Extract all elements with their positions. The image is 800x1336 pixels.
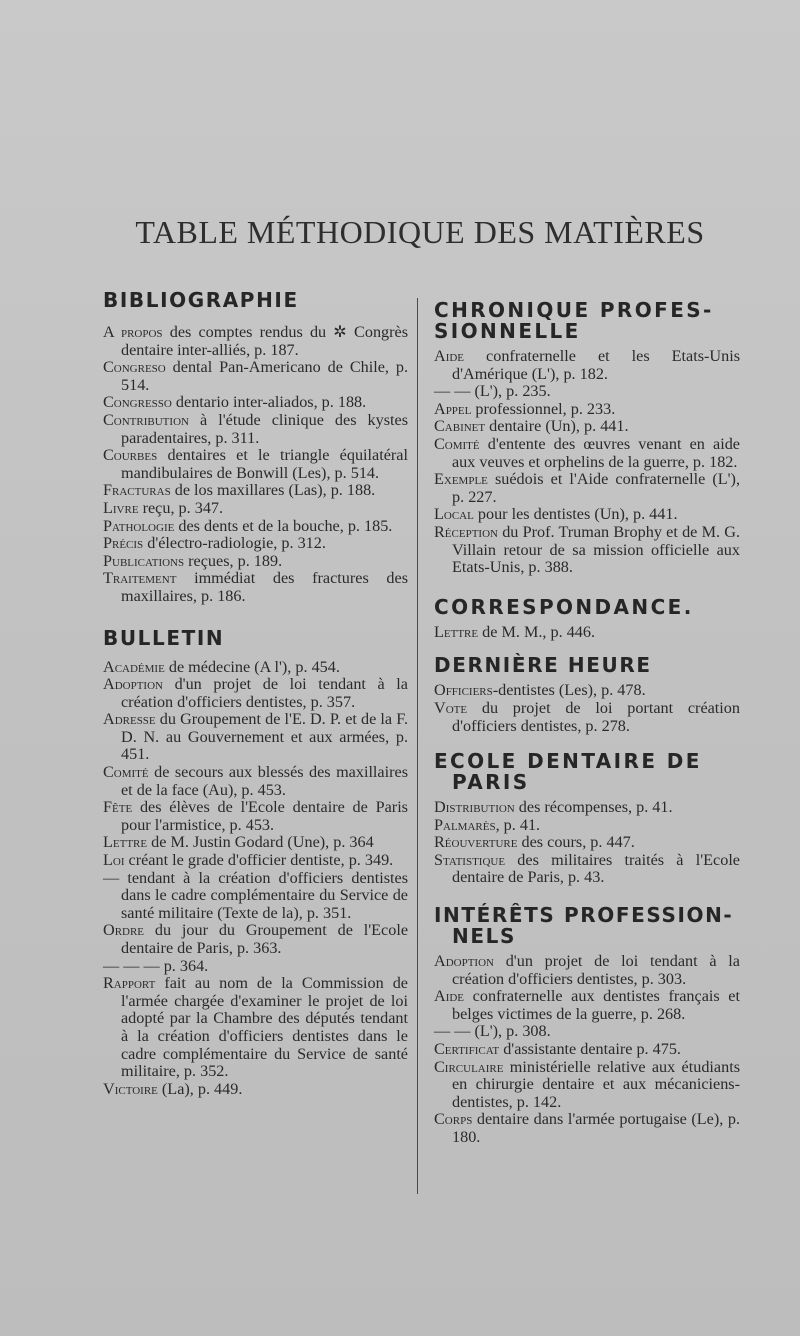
index-entry: Académie de médecine (A l'), p. 454. (103, 657, 340, 676)
index-entry: Pathologie des dents et de la bouche, p. 185. (103, 516, 393, 535)
index-entry: Certificat d'assistante dentaire p. 475. (434, 1040, 681, 1059)
index-entry: Local pour les dentistes (Un), p. 441. (434, 505, 678, 524)
index-entry: Livre reçu, p. 347. (103, 498, 224, 517)
index-entry: Publications reçues, p. 189. (103, 551, 283, 570)
section-heading: DERNIÈRE HEURE (434, 653, 652, 678)
column-divider (417, 298, 418, 1194)
section-correspondance (434, 594, 740, 642)
index-entry: Officiers-dentistes (Les), p. 478. (434, 681, 646, 700)
index-entry: Fracturas de los maxillares (Las), p. 188. (103, 481, 376, 500)
index-entry: Victoire (La), p. 449. (103, 1079, 243, 1098)
index-entry: Réception du Prof. Truman Brophy et de M. G. Villain retour de sa mission officielle aux Etats-Unis, p. 388. (434, 522, 740, 577)
index-entry: — — (L'), p. 308. (434, 1022, 551, 1041)
section-bibliographie (103, 290, 408, 606)
index-entry: Rapport fait au nom de la Commission de l'armée chargée d'examiner le projet de loi adopté par la Chambre des députés tendant à la création d'officiers dentistes dans le cadre complémentaire du Service de santé militaire, p. 352. (103, 974, 408, 1081)
index-entry: Lettre de M. Justin Godard (Une), p. 364 (103, 833, 374, 852)
index-entry: Exemple suédois et l'Aide confraternelle (L'), p. 227. (434, 470, 740, 506)
index-entry: — tendant à la création d'officiers dentistes dans le cadre complémentaire du Service de santé militaire (Texte de la), p. 351. (103, 868, 408, 922)
index-entry: Ordre du jour du Groupement de l'Ecole dentaire de Paris, p. 363. (103, 921, 408, 957)
index-entry: Traitement immédiat des fractures des maxillaires, p. 186. (103, 569, 408, 605)
index-entry: Vote du projet de loi portant création d'officiers dentistes, p. 278. (434, 698, 740, 735)
entry-list (434, 348, 740, 577)
section-interets-professionnels (434, 905, 740, 1147)
entry-list (103, 324, 408, 606)
section-heading: INTÉRÊTS PROFESSION- NELS (434, 903, 734, 949)
section-heading: BULLETIN (103, 625, 225, 650)
entry-list (434, 682, 740, 735)
section-heading: BIBLIOGRAPHIE (103, 288, 299, 312)
index-entry: Réouverture des cours, p. 447. (434, 833, 635, 852)
index-entry: Circulaire ministérielle relative aux étudiants en chirurgie dentaire et aux mécaniciens-dentistes, p. 142. (434, 1057, 740, 1111)
index-entry: Aide confraternelle aux dentistes français et belges victimes de la guerre, p. 268. (434, 987, 740, 1023)
index-entry: Contribution à l'étude clinique des kystes paradentaires, p. 311. (103, 410, 408, 447)
index-entry: Adoption d'un projet de loi tendant à la création d'officiers dentistes, p. 357. (103, 675, 408, 711)
index-entry: Courbes dentaires et le triangle équilatéral mandibulaires de Bonwill (Les), p. 514. (103, 446, 408, 482)
index-entry: Congresso dentario inter-aliados, p. 188. (103, 393, 367, 412)
index-entry: Adresse du Groupement de l'E. D. P. et de la F. D. N. au Gouvernement et aux armées, p. 451. (103, 710, 408, 764)
index-entry: Loi créant le grade d'officier dentiste, p. 349. (103, 851, 394, 870)
page-title: TABLE MÉTHODIQUE DES MATIÈRES (135, 214, 705, 250)
section-chronique-professionnelle (434, 300, 740, 577)
index-entry: Fête des élèves de l'Ecole dentaire de Paris pour l'armistice, p. 453. (103, 798, 408, 834)
section-heading: ECOLE DENTAIRE DE PARIS (434, 749, 702, 795)
index-entry: Congreso dental Pan-Americano de Chile, p. 514. (103, 358, 408, 394)
index-entry: Distribution des récompenses, p. 41. (434, 798, 673, 817)
section-heading: CHRONIQUE PROFES- SIONNELLE (434, 298, 714, 343)
left-column (103, 290, 408, 1098)
entry-list (434, 799, 740, 887)
index-entry: Lettre de M. M., p. 446. (434, 622, 596, 641)
section-bulletin (103, 625, 408, 1099)
index-entry: Comité d'entente des œuvres venant en aide aux veuves et orphelins de la guerre, p. 182. (434, 434, 740, 471)
index-entry: Corps dentaire dans l'armée portugaise (Le), p. 180. (434, 1110, 740, 1146)
entry-list (434, 953, 740, 1147)
index-entry: Adoption d'un projet de loi tendant à la création d'officiers dentistes, p. 303. (434, 952, 740, 988)
right-column (434, 290, 740, 1147)
entry-list (434, 624, 740, 642)
index-entry: Précis d'électro-radiologie, p. 312. (103, 534, 326, 553)
entry-list (103, 659, 408, 1099)
index-entry: — — — p. 364. (103, 956, 209, 975)
index-entry: Appel professionnel, p. 233. (434, 399, 616, 418)
index-entry: Cabinet dentaire (Un), p. 441. (434, 417, 629, 436)
section-ecole-dentaire (434, 751, 740, 887)
index-entry: A propos des comptes rendus du ✲ Congrès dentaire inter-alliés, p. 187. (103, 323, 409, 359)
index-entry: Comité de secours aux blessés des maxillaires et de la face (Au), p. 453. (103, 763, 408, 799)
index-entry: Statistique des militaires traités à l'Ecole dentaire de Paris, p. 43. (434, 850, 740, 887)
index-entry: Palmarès, p. 41. (434, 815, 541, 834)
section-derniere-heure (434, 655, 740, 735)
index-entry: Aide confraternelle et les Etats-Unis d'Amérique (L'), p. 182. (434, 347, 740, 383)
index-entry: — — (L'), p. 235. (434, 382, 551, 401)
section-heading: CORRESPONDANCE. (434, 594, 694, 619)
